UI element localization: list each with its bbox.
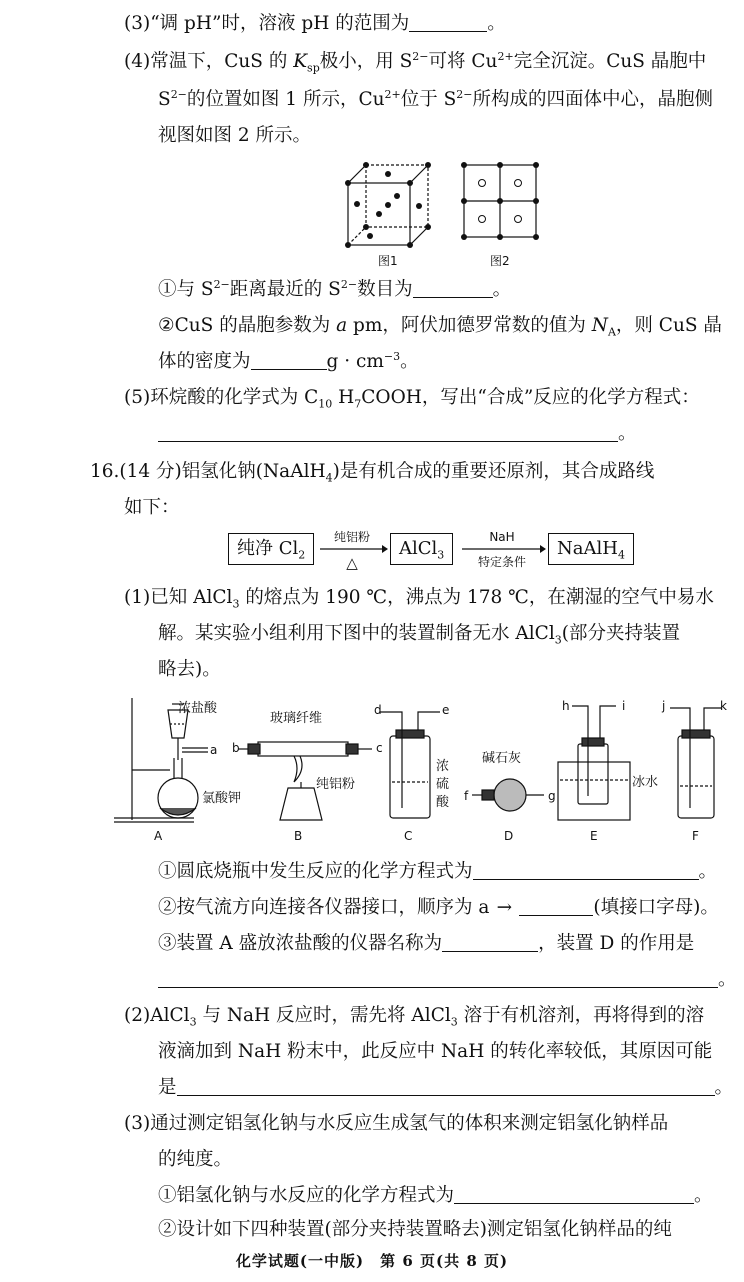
svg-text:NaH: NaH	[489, 530, 515, 544]
svg-text:j: j	[662, 699, 666, 713]
q16-part3-line1: (3)通过测定铝氢化钠与水反应生成氢气的体积来测定铝氢化钠样品	[124, 1113, 669, 1134]
svg-text:k: k	[720, 699, 727, 713]
crystal-cell-figures	[330, 155, 560, 270]
answer-blank[interactable]	[442, 933, 538, 952]
flow-box-cl2: 纯净 $Cl_2$	[228, 533, 314, 565]
svg-text:纯铝粉: 纯铝粉	[316, 777, 356, 792]
svg-text:硫: 硫	[436, 777, 450, 792]
flow-arrow-2	[460, 528, 546, 572]
q16-part2-line2: 液滴加到 NaH 粉末中，此反应中 NaH 的转化率较低，其原因可能	[158, 1041, 713, 1062]
answer-blank[interactable]	[158, 423, 618, 442]
answer-blank[interactable]	[519, 897, 593, 916]
answer-blank[interactable]	[409, 13, 487, 32]
svg-text:b: b	[232, 741, 240, 755]
q15-part4-sub2-line1: ②CuS 的晶胞参数为 a pm，阿伏加德罗常数的值为 $N_A$，则 CuS 晶	[158, 315, 722, 339]
svg-text:酸: 酸	[436, 795, 450, 810]
q16-part1-line2: 解。某实验小组利用下图中的装置制备无水 AlCl$_3$(部分夹持装置	[158, 623, 680, 647]
q16-part1-line1: (1)已知 AlCl$_3$ 的熔点为 190 ℃，沸点为 178 ℃，在潮湿的空气中易水	[124, 587, 714, 611]
q16-part1-sub3: ③装置 A 盛放浓盐酸的仪器名称为 ，装置 D 的作用是	[158, 933, 695, 954]
svg-text:e: e	[442, 703, 450, 717]
svg-text:浓盐酸: 浓盐酸	[178, 701, 218, 716]
svg-text:纯铝粉: 纯铝粉	[333, 530, 371, 544]
q15-part5-answer: 。	[158, 422, 637, 446]
svg-text:D: D	[504, 829, 514, 843]
svg-text:B: B	[294, 829, 303, 843]
apparatus-d	[472, 779, 544, 811]
q16-part1-line3: 略去)。	[158, 659, 221, 680]
q15-part3: (3)“调 pH”时，溶液 pH 的范围为 。	[124, 13, 506, 34]
q15-part4-line3: 视图如图 2 所示。	[158, 125, 312, 146]
flow-arrow-1	[318, 528, 388, 572]
answer-blank[interactable]	[473, 861, 699, 880]
q15-part4-line2: $S^{2-}$的位置如图 1 所示，$Cu^{2+}$位于 $S^{2-}$所构成的四面体中心，晶胞侧	[158, 87, 714, 110]
apparatus-f	[670, 708, 722, 818]
svg-text:i: i	[622, 699, 626, 713]
q15-part4-sub2-line2: 体的密度为 $g \cdot cm^{-3}$。	[158, 349, 419, 372]
flow-box-naalh4: NaAlH$_4$	[548, 533, 634, 565]
figure-1-label: 图1	[378, 254, 398, 268]
answer-blank[interactable]	[158, 969, 718, 988]
q16-intro-line1: 16.(14 分)铝氢化钠(NaAlH$_4$)是有机合成的重要还原剂，其合成路线	[90, 461, 655, 485]
svg-text:特定条件: 特定条件	[477, 555, 527, 569]
svg-text:氯酸钾: 氯酸钾	[202, 791, 242, 806]
answer-blank[interactable]	[177, 1077, 715, 1096]
apparatus-a	[114, 698, 208, 822]
svg-text:△: △	[346, 554, 358, 572]
svg-text:h: h	[562, 699, 570, 713]
q16-part2-line3: 是 。	[158, 1077, 734, 1098]
svg-text:g: g	[548, 789, 556, 803]
q16-part1-sub2: ②按气流方向连接各仪器接口，顺序为 a → (填接口字母)。	[158, 897, 719, 918]
q16-part1-sub1: ①圆底烧瓶中发生反应的化学方程式为 。	[158, 861, 718, 882]
answer-blank[interactable]	[413, 279, 493, 298]
svg-text:冰水: 冰水	[632, 775, 659, 790]
q15-part4-line1: (4)常温下，CuS 的 $K_{sp}$极小，用 $S^{2-}$可将 $Cu^{2+}$完全沉淀。CuS 晶胞中	[124, 49, 707, 75]
figure-2-label: 图2	[490, 254, 510, 268]
svg-text:F: F	[692, 829, 699, 843]
svg-text:C: C	[404, 829, 413, 843]
q16-part3-sub1: ①铝氢化钠与水反应的化学方程式为 。	[158, 1185, 713, 1206]
svg-text:玻璃纤维: 玻璃纤维	[270, 711, 323, 726]
q16-part3-sub2: ②设计如下四种装置(部分夹持装置略去)测定铝氢化钠样品的纯	[158, 1219, 672, 1240]
q16-intro-line2: 如下：	[124, 497, 180, 518]
q16-part1-sub3-answer: 。	[158, 968, 737, 992]
svg-text:a: a	[210, 743, 218, 757]
answer-blank[interactable]	[454, 1185, 694, 1204]
svg-text:A: A	[154, 829, 163, 843]
svg-text:c: c	[376, 741, 383, 755]
flow-box-alcl3: AlCl$_3$	[390, 533, 453, 565]
q16-part2-line1: (2)AlCl$_3$ 与 NaH 反应时，需先将 AlCl$_3$ 溶于有机溶剂，再将得到的溶	[124, 1005, 705, 1029]
apparatus-diagram	[110, 690, 730, 846]
q15-part5: (5)环烷酸的化学式为 $C_{10}$ $H_7COOH$，写出“合成”反应的化学方程式：	[124, 387, 700, 411]
arrow-icon: →	[496, 897, 513, 918]
svg-text:f: f	[464, 789, 469, 803]
apparatus-c	[380, 712, 440, 818]
q15-part4-sub1: ①与 $S^{2-}$距离最近的 $S^{2-}$数目为 。	[158, 277, 512, 300]
q16-part3-line2: 的纯度。	[158, 1149, 233, 1170]
page-footer: 化学试题(一中版) 第 6 页(共 8 页)	[235, 1252, 509, 1270]
apparatus-e	[558, 706, 630, 820]
svg-text:碱石灰: 碱石灰	[482, 751, 522, 766]
svg-text:d: d	[374, 703, 382, 717]
svg-text:E: E	[590, 829, 598, 843]
svg-text:浓: 浓	[436, 759, 450, 774]
answer-blank[interactable]	[251, 351, 327, 370]
